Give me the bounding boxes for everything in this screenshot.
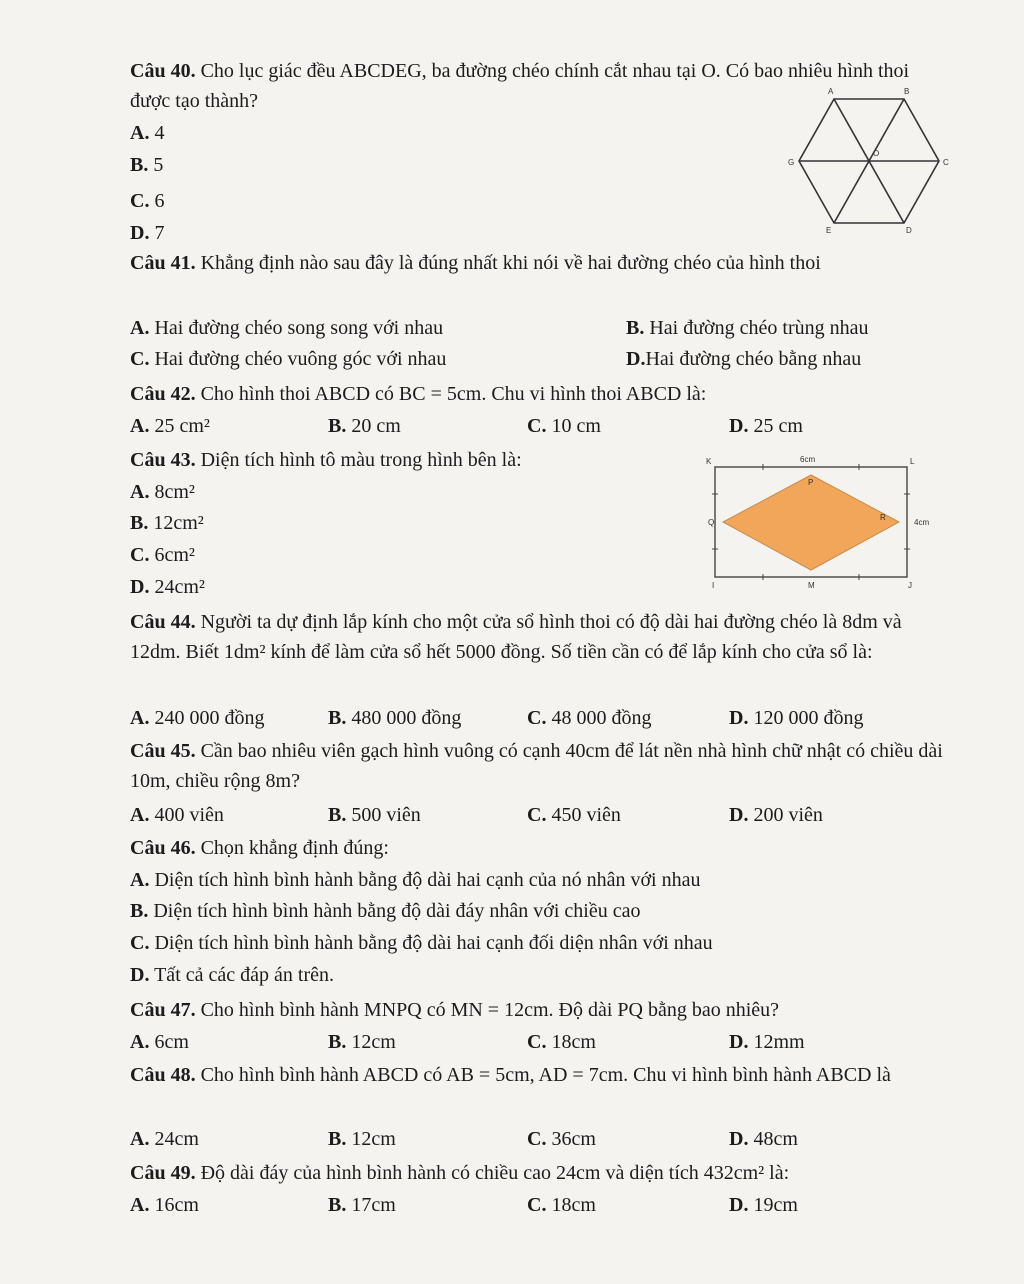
question-40-number: Câu 40. [130, 60, 196, 82]
label-o: O [873, 149, 880, 158]
label-i: I [712, 581, 715, 590]
q47-option-b: B. 12cm [328, 1031, 396, 1053]
question-42: Câu 42. Cho hình thoi ABCD có BC = 5cm. Chu vi hình thoi ABCD là: [130, 383, 707, 405]
q44-option-a: A. 240 000 đồng [130, 707, 265, 729]
label-a: A [828, 87, 834, 96]
q42-option-a: A. 25 cm² [130, 415, 210, 437]
q42-option-c: C. 10 cm [527, 415, 601, 437]
q40-option-d: D. 7 [130, 222, 165, 244]
question-44: Câu 44. Người ta dự định lắp kính cho một cửa sổ hình thoi có độ dài hai đường chéo là 8dm và 12dm. Biết 1dm² kính để làm cửa sổ hết 5000 đồng. Số tiền cần có để lắp kính cho cửa sổ là: [130, 611, 902, 663]
rhombus-figure [700, 452, 940, 592]
label-b: B [904, 87, 910, 96]
q45-option-b: B. 500 viên [328, 804, 421, 826]
q42-option-d: D. 25 cm [729, 415, 803, 437]
question-48: Câu 48. Cho hình bình hành ABCD có AB = 5cm, AD = 7cm. Chu vi hình bình hành ABCD là [130, 1064, 891, 1086]
q43-option-d: D. 24cm² [130, 576, 205, 598]
question-41: Câu 41. Khẳng định nào sau đây là đúng nhất khi nói về hai đường chéo của hình thoi [130, 252, 821, 274]
label-g: G [788, 158, 795, 167]
question-49: Câu 49. Độ dài đáy của hình bình hành có chiều cao 24cm và diện tích 432cm² là: [130, 1162, 790, 1184]
label-e: E [826, 226, 832, 235]
question-45: Câu 45. Cần bao nhiêu viên gạch hình vuông có cạnh 40cm để lát nền nhà hình chữ nhật có chiều dài 10m, chiều rộng 8m? [130, 740, 943, 792]
question-43: Câu 43. Diện tích hình tô màu trong hình bên là: [130, 449, 522, 471]
q45-option-d: D. 200 viên [729, 804, 823, 826]
q49-option-d: D. 19cm [729, 1194, 798, 1216]
question-46: Câu 46. Chọn khẳng định đúng: [130, 837, 389, 859]
q42-option-b: B. 20 cm [328, 415, 401, 437]
q48-option-c: C. 36cm [527, 1128, 596, 1150]
q49-option-a: A. 16cm [130, 1194, 199, 1216]
label-d: D [906, 226, 912, 235]
q45-option-c: C. 450 viên [527, 804, 621, 826]
q43-option-a: A. 8cm² [130, 481, 195, 503]
q49-option-b: B. 17cm [328, 1194, 396, 1216]
q43-option-b: B. 12cm² [130, 512, 204, 534]
q41-option-b: B. Hai đường chéo trùng nhau [626, 317, 869, 339]
q48-option-a: A. 24cm [130, 1128, 199, 1150]
question-47: Câu 47. Cho hình bình hành MNPQ có MN = 12cm. Độ dài PQ bằng bao nhiêu? [130, 999, 780, 1021]
label-4cm: 4cm [914, 518, 930, 527]
question-40-text: Cho lục giác đều ABCDEG, ba đường chéo chính cắt nhau tại O. Có bao nhiêu hình thoi được tạo thành? [130, 60, 910, 112]
q46-option-a: A. Diện tích hình bình hành bằng độ dài hai cạnh của nó nhân với nhau [130, 869, 701, 891]
q41-option-a: A. Hai đường chéo song song với nhau [130, 317, 444, 339]
q48-option-b: B. 12cm [328, 1128, 396, 1150]
label-q: Q [708, 518, 715, 527]
q44-option-d: D. 120 000 đồng [729, 707, 864, 729]
q44-option-b: B. 480 000 đồng [328, 707, 462, 729]
hexagon-figure [780, 85, 960, 235]
q44-option-c: C. 48 000 đồng [527, 707, 652, 729]
q40-option-a: A. 4 [130, 122, 165, 144]
q46-option-c: C. Diện tích hình bình hành bằng độ dài hai cạnh đối diện nhân với nhau [130, 932, 713, 954]
q43-option-c: C. 6cm² [130, 544, 195, 566]
q40-option-b: B. 5 [130, 154, 164, 176]
q47-option-a: A. 6cm [130, 1031, 189, 1053]
q46-option-b: B. Diện tích hình bình hành bằng độ dài đáy nhân với chiều cao [130, 900, 641, 922]
label-m: M [808, 581, 815, 590]
q47-option-d: D. 12mm [729, 1031, 805, 1053]
q41-option-d: D.Hai đường chéo bằng nhau [626, 348, 862, 370]
label-k: K [706, 457, 712, 466]
label-6cm: 6cm [800, 455, 816, 464]
label-p: P [808, 478, 814, 487]
q41-option-c: C. Hai đường chéo vuông góc với nhau [130, 348, 447, 370]
q40-option-c: C. 6 [130, 190, 165, 212]
q45-option-a: A. 400 viên [130, 804, 224, 826]
label-r: R [880, 513, 886, 522]
label-l: L [910, 457, 915, 466]
q46-option-d: D. Tất cả các đáp án trên. [130, 964, 334, 986]
q48-option-d: D. 48cm [729, 1128, 798, 1150]
q49-option-c: C. 18cm [527, 1194, 596, 1216]
q47-option-c: C. 18cm [527, 1031, 596, 1053]
shaded-rhombus [723, 475, 899, 570]
label-c: C [943, 158, 949, 167]
label-j: J [908, 581, 912, 590]
